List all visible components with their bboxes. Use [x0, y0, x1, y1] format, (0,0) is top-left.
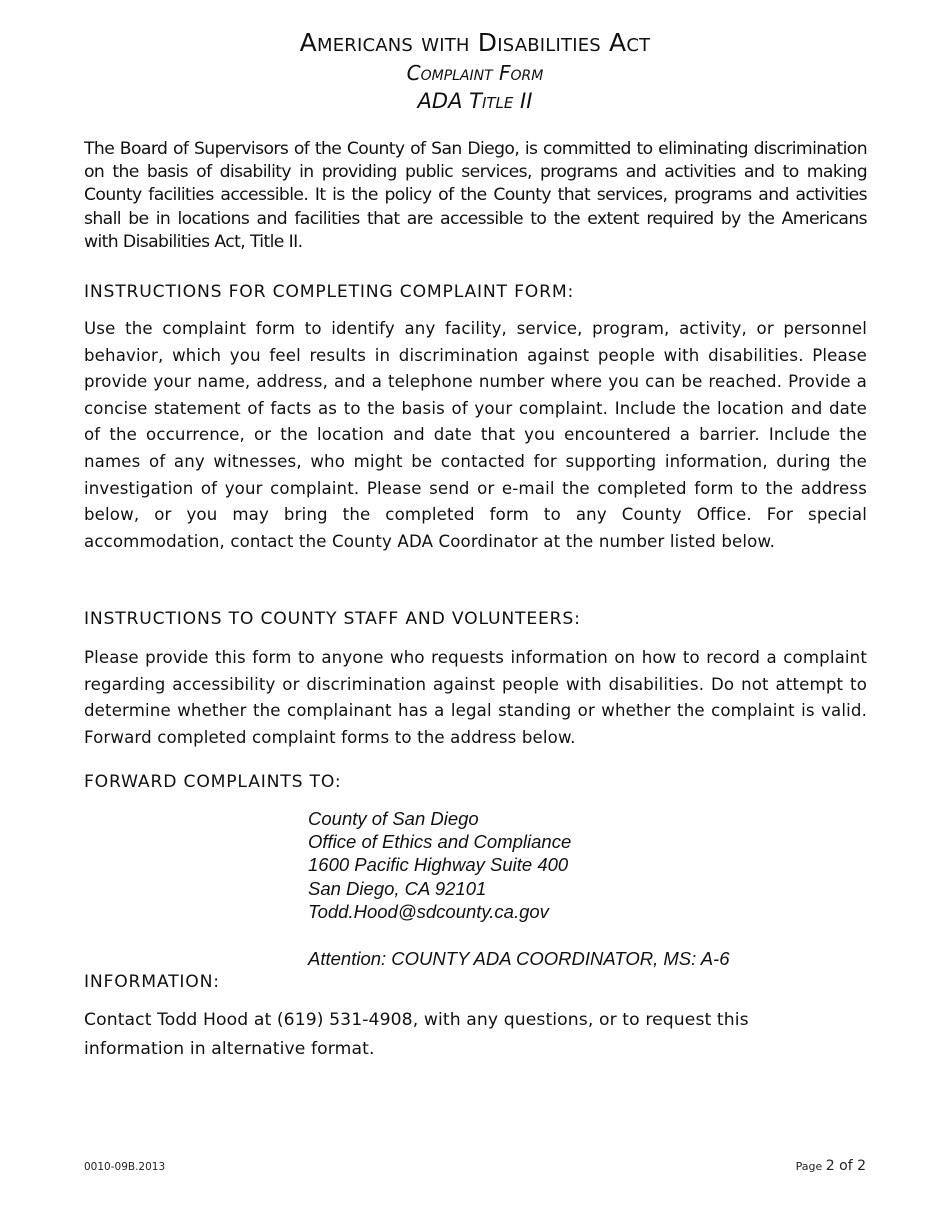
page-count: 2 of 2: [825, 1158, 866, 1174]
document-title-ada: ADA Title II: [417, 89, 533, 113]
email-address: Todd.Hood@sdcounty.ca.gov: [308, 900, 549, 922]
information-heading: INFORMATION:: [84, 972, 220, 992]
address-line: San Diego, CA 92101: [308, 877, 487, 899]
address-line: 1600 Pacific Highway Suite 400: [308, 854, 569, 876]
intro-paragraph: The Board of Supervisors of the County of San Diego, is committed to eliminating discrimination on the basis of disability in providing public services, programs and activities and to making County facilities accessible. It is the policy of the County that services, programs and activities shall be in locations and facilities that are accessible to the extent required by the Americans with Disabilities Act, Title II.: [84, 139, 867, 252]
address-line: County of San Diego: [308, 808, 479, 829]
complaint-instructions-body: Use the complaint form to identify any facility, service, program, activity, or personnel behavior, which you feel results in discrimination against people with disabilities. Please provide your name, address, and a telephone number where you can be reached. Provide a concise statement of facts as to the basis of your complaint. Include the location and date of the occurrence, or the location and date that you encountered a barrier. Include the names of any witnesses, who might be contacted for supporting information, during the investigation of your complaint. Please send or e-mail the completed form to the address below, or you may bring the completed form to any County Office. For special accommodation, contact the County ADA Coordinator at the number listed below.: [84, 319, 867, 551]
address-line: Office of Ethics and Compliance: [308, 831, 572, 853]
attention-line: Attention: COUNTY ADA COORDINATOR, MS: A-6: [308, 948, 730, 969]
staff-instructions-body: Please provide this form to anyone who requests information on how to record a complaint regarding accessibility or discrimination against people with disabilities. Do not attempt to determine whether the complainant has a legal standing or whether the complaint is valid. Forward completed complaint forms to the address below.: [84, 648, 867, 747]
page-label: Page: [795, 1160, 823, 1173]
document-code: 0010-09B.2013: [84, 1161, 166, 1173]
staff-instructions-heading: INSTRUCTIONS TO COUNTY STAFF AND VOLUNTEERS:: [84, 609, 581, 629]
complaint-instructions-heading: INSTRUCTIONS FOR COMPLETING COMPLAINT FORM:: [84, 282, 575, 302]
page-number: [796, 1158, 866, 1174]
document-subtitle: Complaint Form: [406, 61, 544, 85]
information-body: Contact Todd Hood at (619) 531-4908, with any questions, or to request this information in alternative format.: [84, 1010, 749, 1059]
forward-complaints-heading: FORWARD COMPLAINTS TO:: [84, 772, 342, 792]
document-title: Americans with Disabilities Act: [299, 28, 651, 57]
mailing-address: [308, 807, 571, 923]
